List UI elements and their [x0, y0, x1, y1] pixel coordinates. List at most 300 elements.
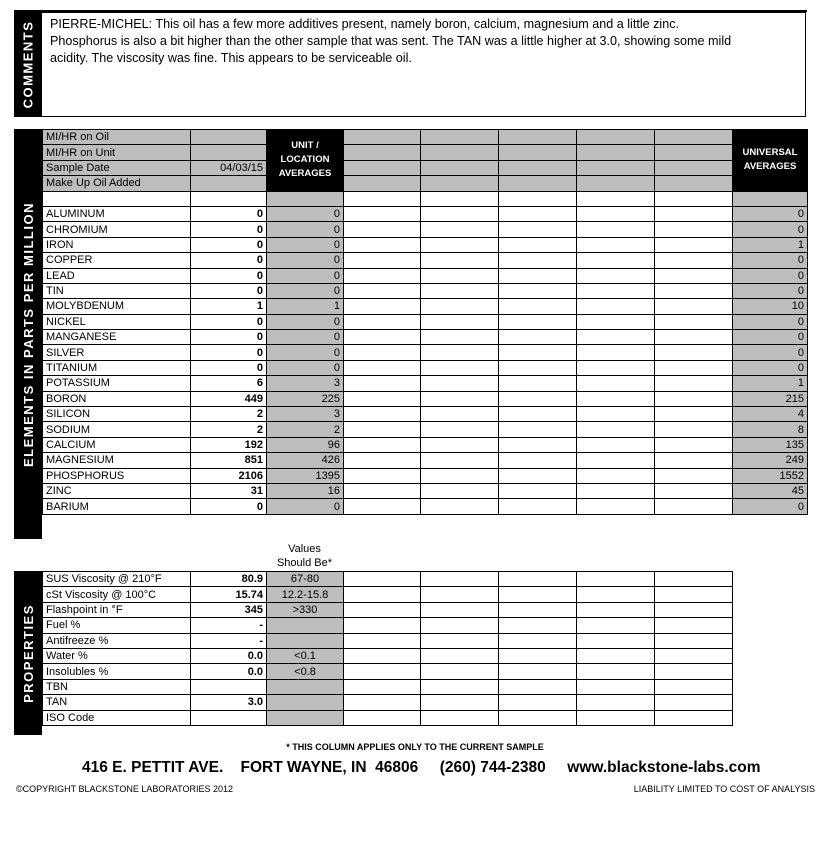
element-row: [43, 222, 808, 237]
property-sample-value: [191, 710, 267, 725]
element-empty-cell: [577, 376, 655, 391]
element-unit-average: 0: [267, 222, 344, 237]
element-empty-cell: [421, 330, 499, 345]
element-universal-average: 0: [733, 206, 808, 221]
element-universal-average: 10: [733, 299, 808, 314]
values-should-be-label: [266, 542, 343, 570]
property-empty-cell: [421, 679, 499, 694]
element-unit-average: 96: [267, 437, 344, 452]
element-sample-value: 192: [191, 437, 267, 452]
element-row: [43, 253, 808, 268]
element-empty-cell: [577, 422, 655, 437]
element-sample-value: 0: [191, 314, 267, 329]
property-name: Fuel %: [43, 618, 191, 633]
element-empty-cell: [577, 360, 655, 375]
element-empty-cell: [344, 391, 421, 406]
property-empty-cell: [499, 633, 577, 648]
element-empty-cell: [344, 283, 421, 298]
element-empty-cell: [421, 345, 499, 360]
element-empty-cell: [499, 222, 577, 237]
element-empty-cell: [344, 253, 421, 268]
element-empty-cell: [655, 360, 733, 375]
property-name: Flashpoint in °F: [43, 602, 191, 617]
element-unit-average: 16: [267, 483, 344, 498]
element-universal-average: 0: [733, 345, 808, 360]
element-empty-cell: [499, 237, 577, 252]
property-empty-cell: [655, 695, 733, 710]
property-empty-cell: [344, 633, 421, 648]
element-empty-cell: [421, 283, 499, 298]
spacer-cell: [191, 191, 267, 206]
header-empty-cell: [655, 176, 733, 191]
property-should-be: <0.8: [267, 664, 344, 679]
property-row: [43, 572, 733, 587]
element-row: [43, 268, 808, 283]
property-empty-cell: [344, 618, 421, 633]
element-empty-cell: [421, 268, 499, 283]
property-empty-cell: [344, 587, 421, 602]
values-should-be-line1: Values: [288, 543, 321, 555]
property-empty-cell: [421, 633, 499, 648]
element-unit-average: 3: [267, 376, 344, 391]
element-universal-average: 1552: [733, 468, 808, 483]
element-row: [43, 299, 808, 314]
element-empty-cell: [421, 453, 499, 468]
property-should-be: [267, 710, 344, 725]
element-empty-cell: [655, 437, 733, 452]
property-empty-cell: [655, 710, 733, 725]
element-row: [43, 483, 808, 498]
property-empty-cell: [499, 602, 577, 617]
header-row: [43, 160, 808, 175]
property-sample-value: 80.9: [191, 572, 267, 587]
property-empty-cell: [344, 664, 421, 679]
property-empty-cell: [344, 572, 421, 587]
element-sample-value: 0: [191, 283, 267, 298]
header-empty-cell: [344, 160, 421, 175]
element-sample-value: 6: [191, 376, 267, 391]
element-name: MANGANESE: [43, 330, 191, 345]
element-empty-cell: [577, 468, 655, 483]
property-empty-cell: [577, 633, 655, 648]
spacer-cell: [267, 191, 344, 206]
element-empty-cell: [499, 422, 577, 437]
element-unit-average: 0: [267, 268, 344, 283]
element-empty-cell: [577, 407, 655, 422]
property-name: TBN: [43, 679, 191, 694]
element-empty-cell: [421, 299, 499, 314]
element-unit-average: 1395: [267, 468, 344, 483]
property-empty-cell: [421, 664, 499, 679]
header-empty-cell: [499, 145, 577, 160]
element-empty-cell: [344, 360, 421, 375]
element-empty-cell: [655, 283, 733, 298]
element-row: [43, 345, 808, 360]
property-empty-cell: [344, 710, 421, 725]
element-empty-cell: [344, 499, 421, 514]
properties-sidebar: [14, 571, 42, 735]
property-row: [43, 633, 733, 648]
footnote: * THIS COLUMN APPLIES ONLY TO THE CURRENT SAMPLE: [286, 742, 544, 752]
element-empty-cell: [577, 345, 655, 360]
element-universal-average: 0: [733, 360, 808, 375]
element-empty-cell: [421, 468, 499, 483]
property-row: [43, 695, 733, 710]
element-empty-cell: [655, 314, 733, 329]
header-label: Make Up Oil Added: [43, 176, 191, 191]
element-name: SILVER: [43, 345, 191, 360]
element-universal-average: 0: [733, 268, 808, 283]
element-name: ALUMINUM: [43, 206, 191, 221]
element-empty-cell: [655, 376, 733, 391]
element-empty-cell: [577, 391, 655, 406]
element-empty-cell: [499, 483, 577, 498]
element-unit-average: 0: [267, 330, 344, 345]
element-universal-average: 45: [733, 483, 808, 498]
element-row: [43, 376, 808, 391]
element-row: [43, 283, 808, 298]
element-empty-cell: [499, 206, 577, 221]
liability-note: LIABILITY LIMITED TO COST OF ANALYSIS: [633, 784, 815, 794]
element-universal-average: 0: [733, 314, 808, 329]
element-empty-cell: [655, 453, 733, 468]
element-row: [43, 391, 808, 406]
element-sample-value: 0: [191, 237, 267, 252]
element-empty-cell: [344, 330, 421, 345]
element-empty-cell: [655, 468, 733, 483]
property-empty-cell: [499, 572, 577, 587]
elements-label: ELEMENTS IN PARTS PER MILLION: [20, 201, 36, 467]
header-empty-cell: [421, 145, 499, 160]
element-empty-cell: [344, 299, 421, 314]
spacer-cell: [499, 191, 577, 206]
property-should-be: <0.1: [267, 648, 344, 663]
element-universal-average: 0: [733, 499, 808, 514]
element-sample-value: 0: [191, 268, 267, 283]
element-empty-cell: [421, 360, 499, 375]
element-row: [43, 206, 808, 221]
comments-sidebar: [14, 12, 42, 117]
values-should-be-line2: Should Be*: [276, 557, 333, 569]
header-label: Sample Date: [43, 160, 191, 175]
property-empty-cell: [577, 587, 655, 602]
property-empty-cell: [499, 679, 577, 694]
elements-sidebar: [14, 129, 42, 539]
element-empty-cell: [344, 376, 421, 391]
element-empty-cell: [577, 222, 655, 237]
element-empty-cell: [499, 391, 577, 406]
header-empty-cell: [577, 176, 655, 191]
property-empty-cell: [577, 572, 655, 587]
element-name: COPPER: [43, 253, 191, 268]
element-unit-average: 3: [267, 407, 344, 422]
element-sample-value: 851: [191, 453, 267, 468]
element-name: LEAD: [43, 268, 191, 283]
property-row: [43, 679, 733, 694]
property-empty-cell: [499, 664, 577, 679]
element-empty-cell: [499, 407, 577, 422]
element-empty-cell: [499, 499, 577, 514]
element-empty-cell: [655, 407, 733, 422]
header-empty-cell: [499, 176, 577, 191]
element-sample-value: 31: [191, 483, 267, 498]
element-unit-average: 0: [267, 314, 344, 329]
element-name: NICKEL: [43, 314, 191, 329]
element-universal-average: 8: [733, 422, 808, 437]
property-row: [43, 710, 733, 725]
element-empty-cell: [655, 206, 733, 221]
property-empty-cell: [577, 618, 655, 633]
element-sample-value: 2: [191, 407, 267, 422]
element-row: [43, 360, 808, 375]
element-name: PHOSPHORUS: [43, 468, 191, 483]
property-empty-cell: [499, 587, 577, 602]
element-name: IRON: [43, 237, 191, 252]
property-should-be: >330: [267, 602, 344, 617]
element-empty-cell: [577, 268, 655, 283]
element-empty-cell: [421, 237, 499, 252]
element-empty-cell: [577, 330, 655, 345]
property-should-be: [267, 695, 344, 710]
element-empty-cell: [421, 314, 499, 329]
element-name: CALCIUM: [43, 437, 191, 452]
property-empty-cell: [655, 618, 733, 633]
property-should-be: [267, 679, 344, 694]
element-empty-cell: [655, 237, 733, 252]
element-unit-average: 2: [267, 422, 344, 437]
element-empty-cell: [655, 253, 733, 268]
element-universal-average: 135: [733, 437, 808, 452]
property-empty-cell: [577, 648, 655, 663]
element-empty-cell: [655, 391, 733, 406]
property-empty-cell: [577, 679, 655, 694]
element-name: TIN: [43, 283, 191, 298]
element-empty-cell: [344, 268, 421, 283]
element-empty-cell: [577, 499, 655, 514]
property-name: Water %: [43, 648, 191, 663]
elements-table: [42, 129, 808, 515]
element-unit-average: 0: [267, 345, 344, 360]
element-empty-cell: [577, 206, 655, 221]
element-empty-cell: [421, 391, 499, 406]
property-empty-cell: [421, 572, 499, 587]
property-empty-cell: [421, 587, 499, 602]
header-empty-cell: [655, 145, 733, 160]
element-empty-cell: [421, 376, 499, 391]
header-empty-cell: [344, 130, 421, 145]
property-empty-cell: [421, 648, 499, 663]
element-empty-cell: [499, 314, 577, 329]
property-empty-cell: [421, 695, 499, 710]
header-value: [191, 176, 267, 191]
element-unit-average: 0: [267, 499, 344, 514]
header-empty-cell: [499, 160, 577, 175]
property-empty-cell: [655, 679, 733, 694]
spacer-cell: [43, 191, 191, 206]
header-empty-cell: [499, 130, 577, 145]
header-empty-cell: [577, 160, 655, 175]
element-empty-cell: [421, 206, 499, 221]
comments-text: PIERRE-MICHEL: This oil has a few more additives present, namely boron, calcium, magnesium and a little zinc. Phosphorus is also a bit higher than the other sample that was sent. The TAN was a little higher at 3.0, showing some mild acidity. The viscosity was fine. This appears to be serviceable oil.: [50, 17, 732, 65]
element-row: [43, 407, 808, 422]
element-empty-cell: [499, 283, 577, 298]
element-empty-cell: [499, 468, 577, 483]
property-empty-cell: [499, 710, 577, 725]
property-row: [43, 602, 733, 617]
element-universal-average: 0: [733, 330, 808, 345]
property-empty-cell: [499, 695, 577, 710]
element-unit-average: 225: [267, 391, 344, 406]
element-sample-value: 0: [191, 330, 267, 345]
element-empty-cell: [655, 330, 733, 345]
element-empty-cell: [344, 483, 421, 498]
property-sample-value: 15.74: [191, 587, 267, 602]
property-empty-cell: [655, 602, 733, 617]
element-unit-average: 0: [267, 283, 344, 298]
element-unit-average: 1: [267, 299, 344, 314]
property-empty-cell: [499, 618, 577, 633]
element-empty-cell: [577, 453, 655, 468]
element-empty-cell: [655, 268, 733, 283]
element-sample-value: 0: [191, 499, 267, 514]
element-sample-value: 0: [191, 345, 267, 360]
header-value: [191, 130, 267, 145]
element-empty-cell: [344, 237, 421, 252]
element-sample-value: 0: [191, 360, 267, 375]
element-empty-cell: [344, 222, 421, 237]
element-empty-cell: [421, 483, 499, 498]
property-sample-value: 0.0: [191, 664, 267, 679]
property-sample-value: [191, 679, 267, 694]
header-empty-cell: [421, 176, 499, 191]
element-empty-cell: [577, 237, 655, 252]
element-row: [43, 468, 808, 483]
header-empty-cell: [344, 176, 421, 191]
element-universal-average: 0: [733, 283, 808, 298]
header-value: 04/03/15: [191, 160, 267, 175]
property-empty-cell: [344, 602, 421, 617]
universal-averages-header: UNIVERSAL AVERAGES: [733, 130, 808, 192]
element-row: [43, 422, 808, 437]
element-empty-cell: [421, 222, 499, 237]
element-universal-average: 249: [733, 453, 808, 468]
property-empty-cell: [655, 664, 733, 679]
comments-label: COMMENTS: [20, 20, 36, 109]
property-empty-cell: [655, 648, 733, 663]
property-empty-cell: [344, 695, 421, 710]
element-name: ZINC: [43, 483, 191, 498]
element-universal-average: 1: [733, 237, 808, 252]
property-sample-value: 3.0: [191, 695, 267, 710]
element-sample-value: 2106: [191, 468, 267, 483]
header-empty-cell: [344, 145, 421, 160]
element-empty-cell: [577, 299, 655, 314]
header-empty-cell: [421, 130, 499, 145]
element-empty-cell: [655, 345, 733, 360]
element-empty-cell: [499, 330, 577, 345]
properties-table: [42, 571, 733, 726]
property-empty-cell: [344, 648, 421, 663]
property-sample-value: -: [191, 633, 267, 648]
element-sample-value: 0: [191, 222, 267, 237]
property-empty-cell: [577, 710, 655, 725]
element-empty-cell: [421, 407, 499, 422]
element-empty-cell: [577, 483, 655, 498]
header-empty-cell: [577, 145, 655, 160]
header-empty-cell: [655, 160, 733, 175]
element-sample-value: 0: [191, 253, 267, 268]
property-should-be: [267, 633, 344, 648]
element-empty-cell: [499, 360, 577, 375]
element-row: [43, 499, 808, 514]
header-empty-cell: [421, 160, 499, 175]
spacer-cell: [733, 191, 808, 206]
property-empty-cell: [421, 602, 499, 617]
element-sample-value: 2: [191, 422, 267, 437]
property-row: [43, 587, 733, 602]
element-empty-cell: [655, 483, 733, 498]
element-universal-average: 215: [733, 391, 808, 406]
element-unit-average: 0: [267, 237, 344, 252]
element-empty-cell: [499, 299, 577, 314]
property-name: Insolubles %: [43, 664, 191, 679]
header-row: [43, 176, 808, 191]
header-row: [43, 145, 808, 160]
copyright: ©COPYRIGHT BLACKSTONE LABORATORIES 2012: [16, 784, 234, 794]
element-empty-cell: [344, 314, 421, 329]
element-name: MAGNESIUM: [43, 453, 191, 468]
property-empty-cell: [577, 602, 655, 617]
element-name: BORON: [43, 391, 191, 406]
element-empty-cell: [344, 345, 421, 360]
element-name: SODIUM: [43, 422, 191, 437]
element-empty-cell: [655, 499, 733, 514]
element-empty-cell: [655, 222, 733, 237]
element-universal-average: 1: [733, 376, 808, 391]
properties-label: PROPERTIES: [20, 603, 36, 703]
element-row: [43, 437, 808, 452]
property-name: ISO Code: [43, 710, 191, 725]
element-universal-average: 4: [733, 407, 808, 422]
element-empty-cell: [655, 422, 733, 437]
property-sample-value: 345: [191, 602, 267, 617]
spacer-cell: [577, 191, 655, 206]
element-empty-cell: [499, 345, 577, 360]
lab-address: 416 E. PETTIT AVE. FORT WAYNE, IN 46806 (260) 744-2380 www.blackstone-labs.com: [82, 759, 761, 776]
property-should-be: 67-80: [267, 572, 344, 587]
spacer-cell: [344, 191, 421, 206]
element-empty-cell: [344, 206, 421, 221]
property-empty-cell: [499, 648, 577, 663]
element-unit-average: 426: [267, 453, 344, 468]
property-empty-cell: [577, 664, 655, 679]
element-row: [43, 330, 808, 345]
element-empty-cell: [577, 283, 655, 298]
header-value: [191, 145, 267, 160]
property-empty-cell: [344, 679, 421, 694]
element-name: TITANIUM: [43, 360, 191, 375]
element-universal-average: 0: [733, 222, 808, 237]
property-name: TAN: [43, 695, 191, 710]
element-empty-cell: [577, 314, 655, 329]
element-empty-cell: [499, 453, 577, 468]
property-should-be: 12.2-15.8: [267, 587, 344, 602]
property-empty-cell: [421, 618, 499, 633]
element-empty-cell: [577, 437, 655, 452]
element-empty-cell: [655, 299, 733, 314]
header-empty-cell: [577, 130, 655, 145]
property-empty-cell: [421, 710, 499, 725]
